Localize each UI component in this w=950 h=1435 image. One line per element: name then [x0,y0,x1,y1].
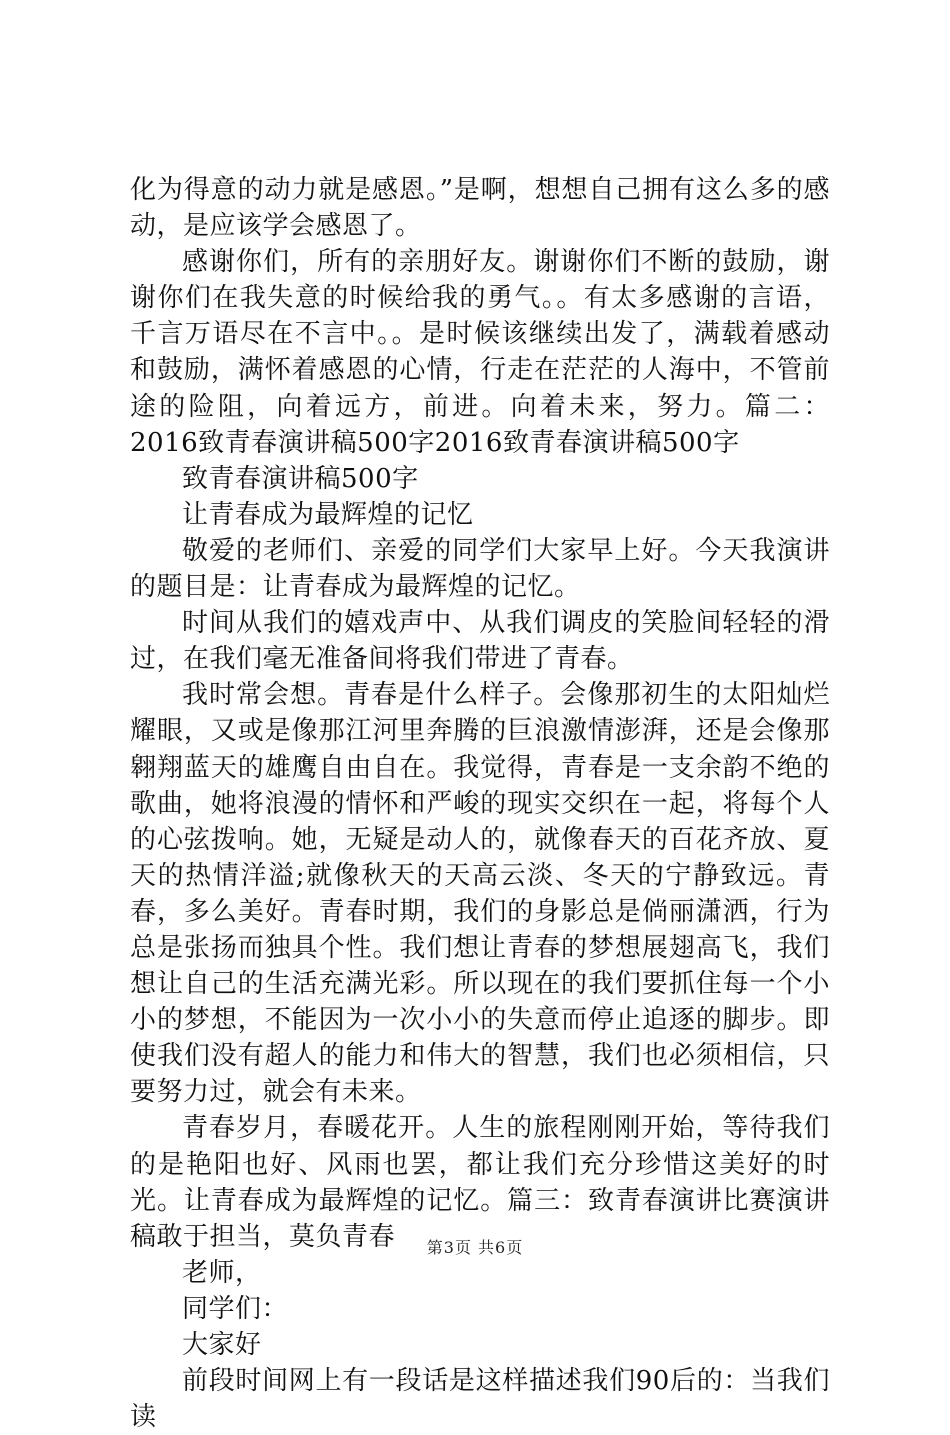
paragraph: 感谢你们，所有的亲朋好友。谢谢你们不断的鼓励，谢谢你们在我失意的时候给我的勇气。。有太多感谢的言语，千言万语尽在不言中。。是时候该继续出发了，满载着感动和鼓励，满怀着感恩的心情，行走在茫茫的人海中，不管前途的险阻，向着远方，前进。向着未来，努力。篇二：2016致青春演讲稿500字2016致青春演讲稿500字 [130,247,830,458]
paragraph: 时间从我们的嬉戏声中、从我们调皮的笑脸间轻轻的滑过，在我们毫无准备间将我们带进了青春。 [130,608,830,675]
paragraph: 青春岁月，春暖花开。人生的旅程刚刚开始，等待我们的是艳阳也好、风雨也罢，都让我们充分珍惜这美好的时光。让青春成为最辉煌的记忆。篇三：致青春演讲比赛演讲稿敢于担当，莫负青春 [130,1113,830,1252]
page-number: 第3页 共6页 [426,1238,524,1257]
paragraph: 大家好 [182,1330,262,1360]
paragraph: 前段时间网上有一段话是这样描述我们90后的：当我们读 [130,1366,830,1433]
paragraph: 化为得意的动力就是感恩。”是啊，想想自己拥有这么多的感动，是应该学会感恩了。 [130,175,830,242]
paragraph: 致青春演讲稿500字 [182,463,419,494]
page-footer [0,1238,950,1258]
paragraph: 敬爱的老师们、亲爱的同学们大家早上好。今天我演讲的题目是：让青春成为最辉煌的记忆。 [130,535,830,603]
paragraph: 我时常会想。青春是什么样子。会像那初生的太阳灿烂耀眼，又或是像那江河里奔腾的巨浪激情澎湃，还是会像那翱翔蓝天的雄鹰自由自在。我觉得，青春是一支余韵不绝的歌曲，她将浪漫的情怀和严峻的现实交织在一起，将每个人的心弦拨响。她，无疑是动人的，就像春天的百花齐放、夏天的热情洋溢;就像秋天的天高云淡、冬天的宁静致远。青春，多么美好。青春时期，我们的身影总是倘丽潇洒，行为总是张扬而独具个性。我们想让青春的梦想展翅高飞，我们想让自己的生活充满光彩。所以现在的我们要抓住每一个小小的梦想，不能因为一次小小的失意而停止追逐的脚步。即使我们没有超人的能力和伟大的智慧，我们也必须相信，只要努力过，就会有未来。 [130,680,830,1108]
paragraph: 老师， [182,1257,262,1288]
paragraph: 同学们： [182,1293,289,1324]
paragraph: 让青春成为最辉煌的记忆 [182,499,474,530]
